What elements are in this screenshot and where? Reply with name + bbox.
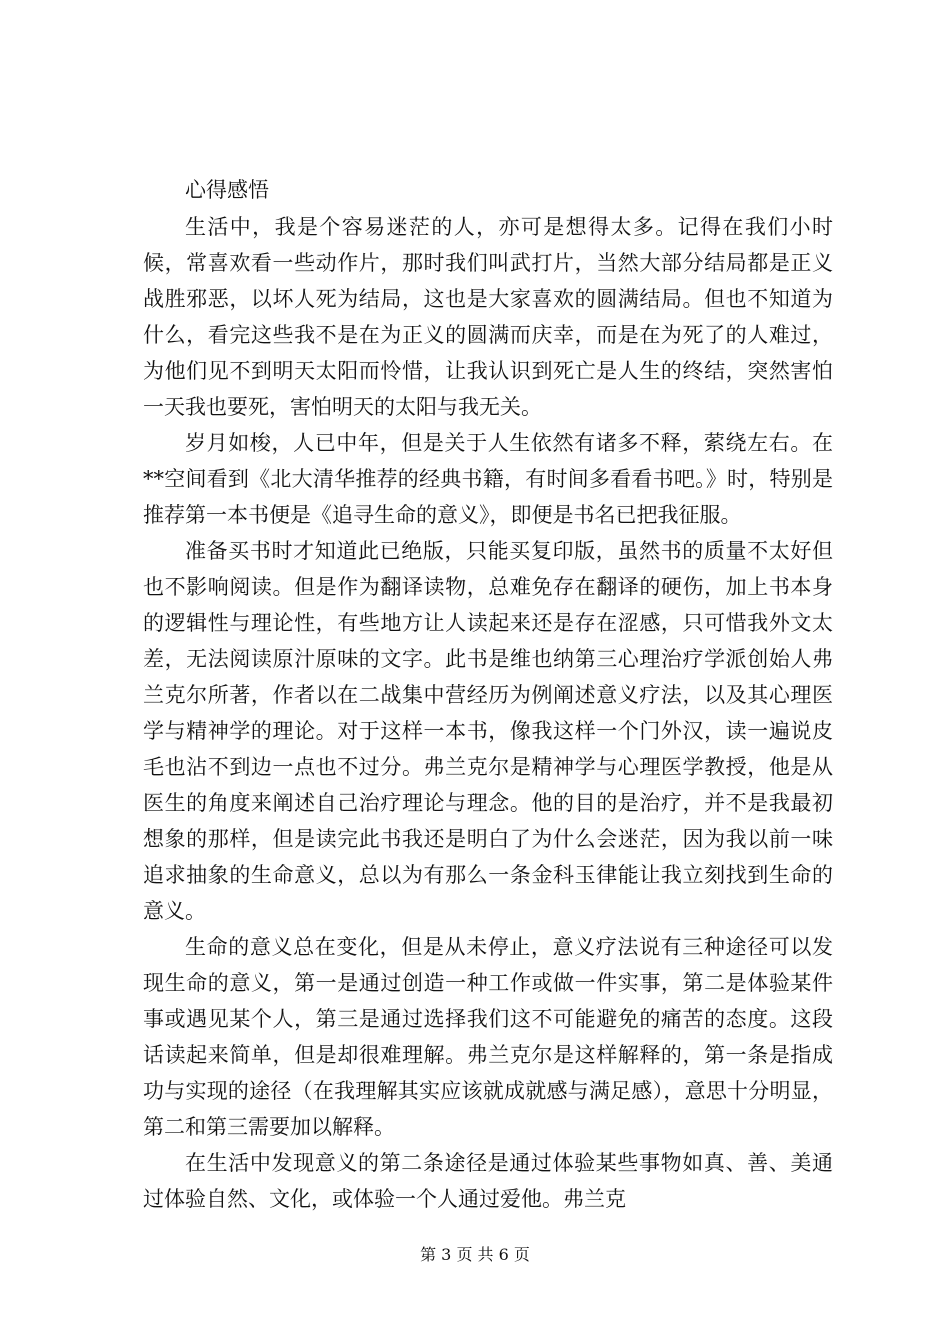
document-body (143, 171, 833, 1217)
paragraph-4: 生命的意义总在变化，但是从未停止，意义疗法说有三种途径可以发现生命的意义，第一是通过创造一种工作或做一件实事，第二是体验某件事或遇见某个人，第三是通过选择我们这不可能避免的痛苦的态度。这段话读起来简单，但是却很难理解。弗兰克尔是这样解释的，第一条是指成功与实现的途径（在我理解其实应该就成就感与满足感），意思十分明显，第二和第三需要加以解释。 (143, 935, 833, 1139)
page-number-footer: 第 3 页 共 6 页 (420, 1245, 530, 1264)
paragraph-3: 准备买书时才知道此已绝版，只能买复印版，虽然书的质量不太好但也不影响阅读。但是作为翻译读物，总难免存在翻译的硬伤，加上书本身的逻辑性与理论性，有些地方让人读起来还是存在涩感，只可惜我外文太差，无法阅读原汁原味的文字。此书是维也纳第三心理治疗学派创始人弗兰克尔所著，作者以在二战集中营经历为例阐述意义疗法，以及其心理医学与精神学的理论。对于这样一本书，像我这样一个门外汉，读一遍说皮毛也沾不到边一点也不过分。弗兰克尔是精神学与心理医学教授，他是从医生的角度来阐述自己治疗理论与理念。他的目的是治疗，并不是我最初想象的那样，但是读完此书我还是明白了为什么会迷茫，因为我以前一味追求抽象的生命意义，总以为有那么一条金科玉律能让我立刻找到生命的意义。 (143, 539, 833, 923)
paragraph-1: 生活中，我是个容易迷茫的人，亦可是想得太多。记得在我们小时候，常喜欢看一些动作片，那时我们叫武打片，当然大部分结局都是正义战胜邪恶，以坏人死为结局，这也是大家喜欢的圆满结局。但也不知道为什么，看完这些我不是在为正义的圆满而庆幸，而是在为死了的人难过，为他们见不到明天太阳而怜惜，让我认识到死亡是人生的终结，突然害怕一天我也要死，害怕明天的太阳与我无关。 (143, 215, 833, 419)
document-title: 心得感悟 (185, 178, 269, 202)
paragraph-2: 岁月如梭，人已中年，但是关于人生依然有诸多不释，萦绕左右。在**空间看到《北大清华推荐的经典书籍，有时间多看看书吧。》时，特别是推荐第一本书便是《追寻生命的意义》，即便是书名已把我征服。 (143, 431, 833, 527)
paragraph-5: 在生活中发现意义的第二条途径是通过体验某些事物如真、善、美通过体验自然、文化，或体验一个人通过爱他。弗兰克 (143, 1151, 833, 1211)
